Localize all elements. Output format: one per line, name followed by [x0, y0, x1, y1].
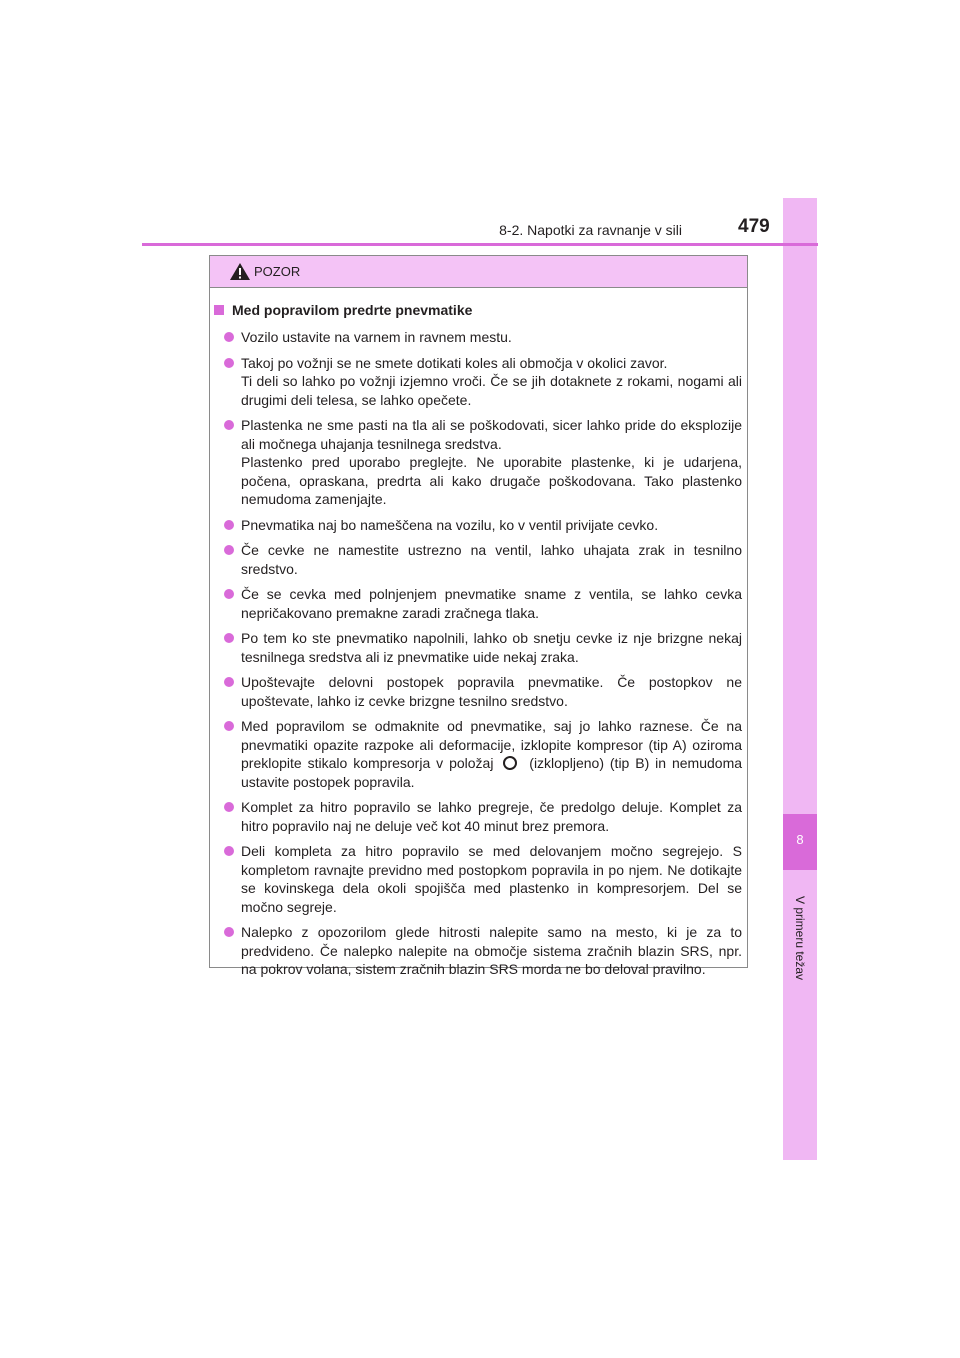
section-heading-text: Med popravilom predrte pnevmatike	[232, 302, 473, 318]
warning-box	[209, 255, 748, 977]
bullet-dot-icon	[224, 589, 234, 599]
chapter-title: V primeru težav	[793, 895, 807, 981]
warning-title: POZOR	[254, 264, 301, 279]
list-item	[241, 629, 742, 666]
list-item-text: Komplet za hitro popravilo se lahko pregreje, če predolgo deluje. Komplet za hitro popravilo naj ne deluje več kot 40 minut brez premora.	[241, 799, 742, 834]
list-item	[241, 328, 742, 347]
off-circle-icon	[503, 756, 517, 770]
list-item	[241, 798, 742, 835]
chapter-side-tab	[783, 198, 817, 1160]
bullet-dot-icon	[224, 846, 234, 856]
list-item-text: Če se cevka med polnjenjem pnevmatike sname z ventila, se lahko cevka nepričakovano premakne zaradi zračnega tlaka.	[241, 586, 742, 621]
page-number: 479	[738, 216, 770, 237]
list-item	[241, 717, 742, 791]
list-item	[241, 541, 742, 578]
list-item-text: Takoj po vožnji se ne smete dotikati koles ali območja v okolici zavor.	[241, 354, 668, 371]
list-item-text: Pnevmatika naj bo nameščena na vozilu, ko v ventil privijate cevko.	[241, 516, 659, 533]
section-heading	[210, 301, 749, 321]
list-item	[241, 842, 742, 916]
list-item	[241, 673, 742, 710]
bullet-dot-icon	[224, 633, 234, 643]
list-item-text: Deli kompleta za hitro popravilo se med delovanjem močno segrejejo. S kompletom ravnajte previdno med postopkom popravila in po njem. Ne dotikajte se kovinskega dela okoli spojišča med plastenko in kompresorjem. Del se močno segreje.	[241, 843, 742, 915]
list-item-text: Po tem ko ste pnevmatiko napolnili, lahko ob snetju cevke iz nje brizgne nekaj tesnilnega sredstva ali iz pnevmatike uide nekaj zraka.	[241, 630, 742, 665]
warning-triangle-icon	[229, 262, 251, 281]
list-item-text: Vozilo ustavite na varnem in ravnem mestu.	[241, 329, 512, 345]
list-item-text: Nalepko z opozorilom glede hitrosti nalepite samo na mesto, ki je za to predvideno. Če nalepko nalepite na območje sistema zračnih blazin SRS, npr. na pokrov volana, sistem zračnih blazin SRS morda ne bo deloval pravilno.	[241, 924, 742, 977]
list-item	[241, 416, 742, 509]
bullet-dot-icon	[224, 358, 234, 368]
header-section-title: 8-2. Napotki za ravnanje v sili	[499, 222, 682, 238]
chapter-number: 8	[796, 832, 804, 847]
bullet-dot-icon	[224, 802, 234, 812]
list-item-text: (izklopljeno) (tip B) in nemudoma ustavite postopek popravila.	[241, 755, 743, 790]
square-bullet-icon	[214, 305, 224, 315]
header-rule	[142, 243, 818, 246]
list-item	[241, 923, 742, 979]
chapter-number-box	[783, 814, 817, 870]
list-item-text: Ti deli so lahko po vožnji izjemno vroči. Če se jih dotaknete z rokami, nogami ali drugimi deli telesa, se lahko opečete.	[241, 373, 742, 408]
bullet-dot-icon	[224, 927, 234, 937]
bullet-dot-icon	[224, 520, 234, 530]
bullet-dot-icon	[224, 420, 234, 430]
bullet-dot-icon	[224, 545, 234, 555]
warning-content	[210, 301, 749, 979]
bullet-dot-icon	[224, 332, 234, 342]
list-item-text: Če cevke ne namestite ustrezno na ventil, lahko uhajata zrak in tesnilno sredstvo.	[241, 542, 742, 577]
list-item	[241, 585, 742, 622]
list-item-text: Med popravilom se odmaknite od pnevmatike, saj jo lahko raznese. Če na pnevmatiki opazite razpoke ali deformacije, izklopite kompresor (tip A) oziroma preklopite stikalo kompresorja v položaj	[241, 718, 742, 771]
list-item	[241, 354, 742, 410]
list-item-text: Plastenka ne sme pasti na tla ali se poškodovati, sicer lahko pride do eksplozije ali močnega uhajanja tesnilnega sredstva.	[241, 417, 742, 452]
warning-header	[210, 256, 747, 288]
list-item	[241, 516, 742, 535]
bullet-dot-icon	[224, 721, 234, 731]
list-item-text: Plastenko pred uporabo preglejte. Ne uporabite plastenke, ki je udarjena, počena, opraskana, predrta ali kako drugače poškodovana. Tako plastenko nemudoma zamenjajte.	[241, 454, 742, 507]
bullet-dot-icon	[224, 677, 234, 687]
list-item-text: Upoštevajte delovni postopek popravila pnevmatike. Če postopkov ne upoštevate, lahko iz cevke brizgne tesnilno sredstvo.	[241, 674, 742, 709]
